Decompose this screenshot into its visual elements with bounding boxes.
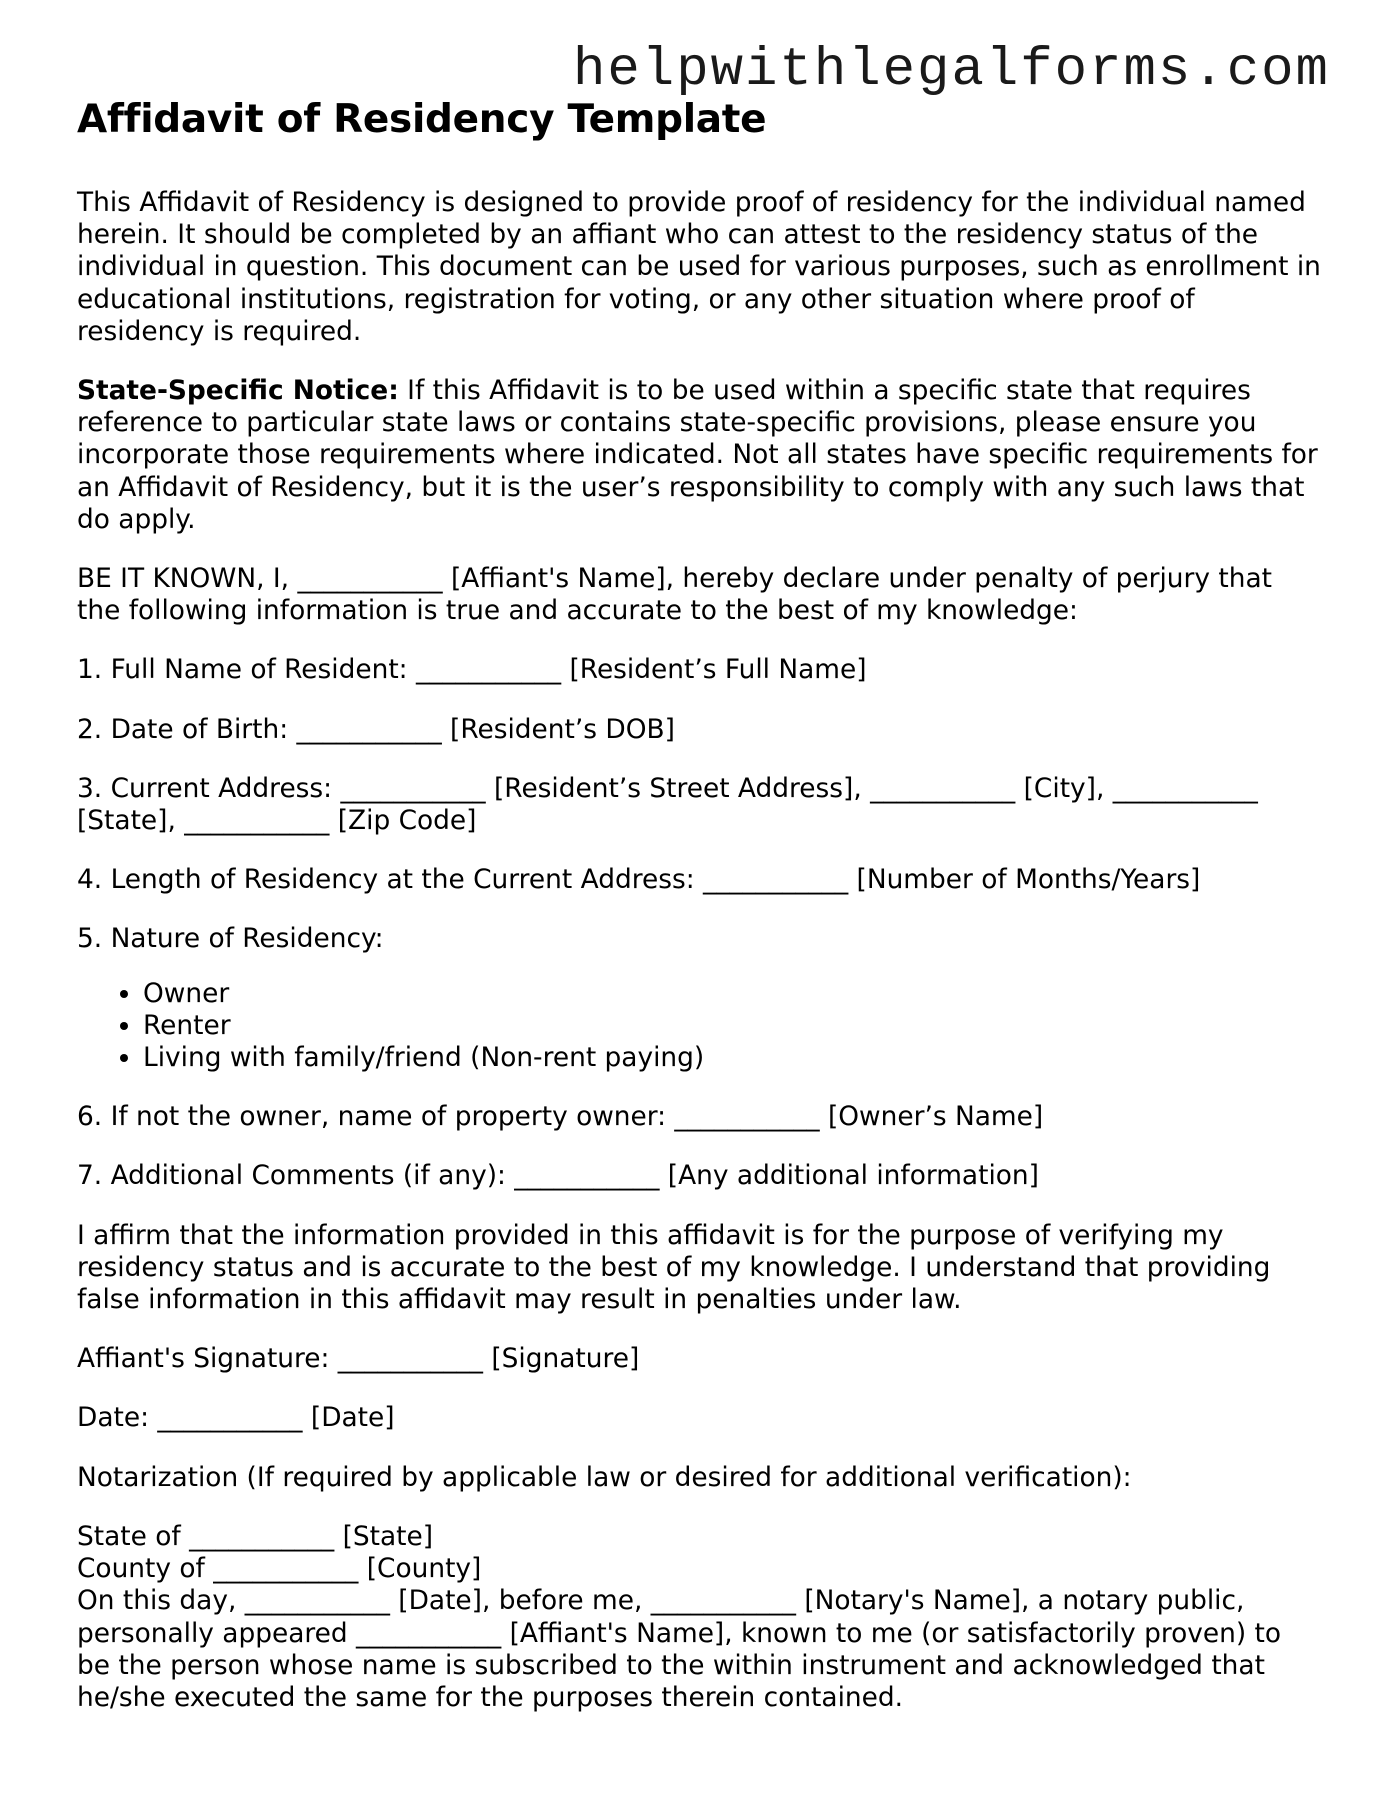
item-nature-of-residency: 5. Nature of Residency: — [77, 923, 384, 955]
residency-option-renter: • Renter — [143, 1010, 1322, 1042]
item-full-name: 1. Full Name of Resident: ___________ [Resident’s Full Name] — [77, 654, 867, 686]
document-title: Affidavit of Residency Template — [77, 97, 767, 142]
date-line: Date: ___________ [Date] — [77, 1402, 395, 1434]
state-notice-text: If this Affidavit is to be used within a specific state that requires reference to particular state laws or contains state-specific provisions, please ensure you incorporate those requirements where indicated. Not all states have specific requirements for an Affidavit of Residency, but it is the user’s responsibility to comply with any such laws that do apply. — [77, 375, 1318, 535]
intro-paragraph: This Affidavit of Residency is designed to provide proof of residency for the individual named herein. It should be completed by an affiant who can attest to the residency status of the individual in question. This document can be used for various purposes, such as enrollment in educational institutions, registration for voting, or any other situation where proof of residency is required. — [77, 187, 1321, 347]
notary-state-line: State of ___________ [State] — [77, 1520, 434, 1552]
notary-county-line: County of ___________ [County] — [77, 1553, 482, 1585]
declaration-paragraph: BE IT KNOWN, I, ___________ [Affiant's Name], hereby declare under penalty of perjury that the following information is true and accurate to the best of my knowledge: — [77, 563, 1272, 627]
notary-statement: On this day, ___________ [Date], before me, ___________ [Notary's Name], a notary public, personally appeared ___________ [Affiant's Name], known to me (or satisfactorily proven) to be the person whose name is subscribed to the within instrument and acknowledged that he/she executed the same for the purposes therein contained. — [77, 1585, 1282, 1713]
document-page — [77, 95, 1322, 1714]
residency-option-living-with-family: • Living with family/friend (Non-rent paying) — [143, 1042, 1322, 1074]
residency-option-owner: • Owner — [143, 978, 1322, 1010]
residency-options-list — [77, 978, 1322, 1075]
notary-block — [77, 1521, 1322, 1714]
state-notice-paragraph — [77, 375, 1322, 536]
item-additional-comments: 7. Additional Comments (if any): ___________ [Any additional information] — [77, 1160, 1039, 1192]
affirmation-paragraph: I affirm that the information provided in this affidavit is for the purpose of verifying my residency status and is accurate to the best of my knowledge. I understand that providing false information in this affidavit may result in penalties under law. — [77, 1219, 1271, 1316]
item-length-of-residency: 4. Length of Residency at the Current Address: ___________ [Number of Months/Years] — [77, 864, 1201, 896]
item-date-of-birth: 2. Date of Birth: ___________ [Resident’s DOB] — [77, 713, 675, 745]
site-watermark: helpwithlegalforms.com — [573, 40, 1330, 101]
signature-line: Affiant's Signature: ___________ [Signature] — [77, 1343, 640, 1375]
item-current-address: 3. Current Address: ___________ [Resident’s Street Address], ___________ [City], ___________ [State], ___________ [Zip Code] — [77, 772, 1258, 837]
item-property-owner: 6. If not the owner, name of property owner: ___________ [Owner’s Name] — [77, 1101, 1044, 1133]
notarization-heading: Notarization (If required by applicable law or desired for additional verification): — [77, 1461, 1132, 1493]
state-notice-label: State-Specific Notice: — [77, 375, 399, 407]
